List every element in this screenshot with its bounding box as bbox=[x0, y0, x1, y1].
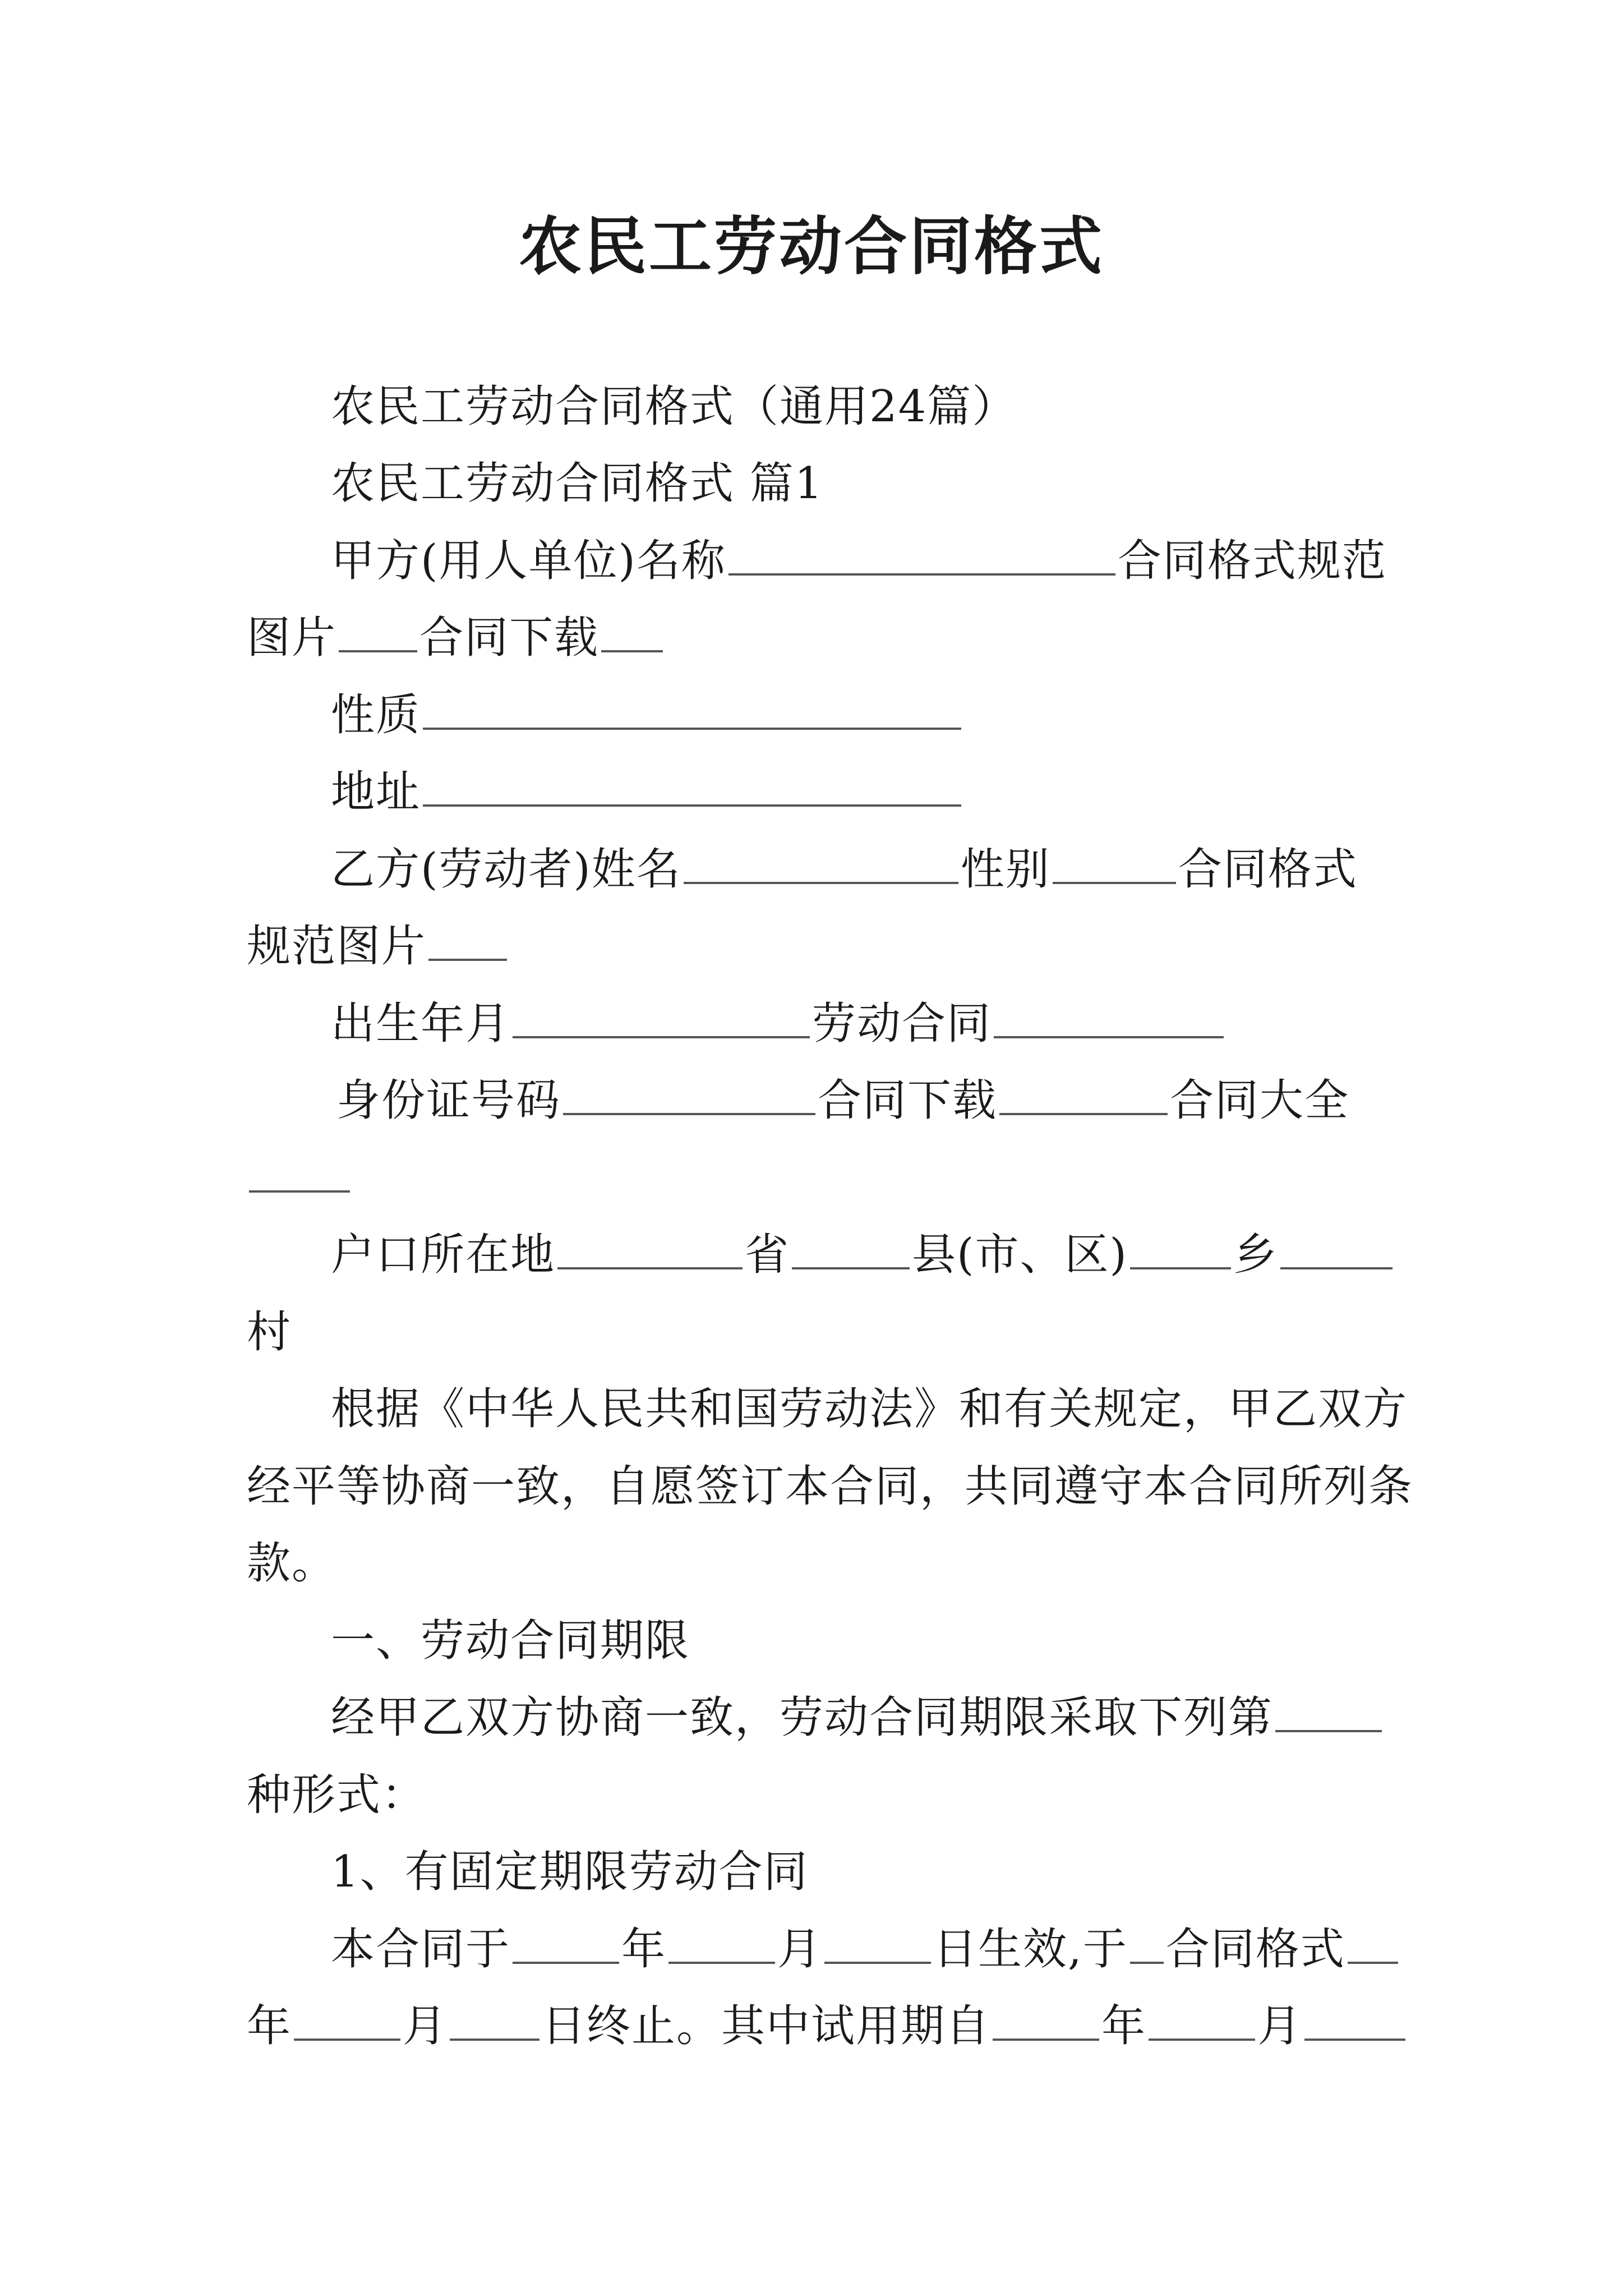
province-field[interactable] bbox=[557, 1228, 743, 1269]
blank-field[interactable] bbox=[999, 1074, 1168, 1115]
trial-month-label: 月 bbox=[1257, 2001, 1303, 2051]
hukou-line bbox=[331, 1227, 1395, 1283]
party-a-name-label: 甲方(用人单位)名称 bbox=[331, 536, 726, 586]
start-year-field[interactable] bbox=[513, 1922, 619, 1964]
address-label: 地址 bbox=[331, 767, 421, 817]
fixed-start-text: 本合同于 bbox=[331, 1924, 511, 1975]
fixed-term-line bbox=[331, 1921, 1400, 1977]
section-1-heading: 一、劳动合同期限 bbox=[331, 1616, 690, 1666]
blank-field[interactable] bbox=[1130, 1922, 1164, 1964]
party-a-name-field[interactable] bbox=[728, 534, 1115, 576]
party-a-address-line bbox=[331, 764, 963, 820]
trial-year-field[interactable] bbox=[993, 1999, 1099, 2041]
party-a-name-line bbox=[331, 533, 1387, 589]
province-label: 省 bbox=[745, 1230, 790, 1280]
id-field[interactable] bbox=[563, 1074, 815, 1115]
village-field[interactable] bbox=[1280, 1228, 1393, 1269]
party-a-cont-line bbox=[247, 610, 665, 666]
party-a-cont-text-2: 合同下载 bbox=[419, 613, 600, 663]
blank-field[interactable] bbox=[601, 611, 663, 652]
paragraph-line: 根据《中华人民共和国劳动法》和有关规定，甲乙双方 bbox=[331, 1384, 1408, 1434]
end-month-label: 月 bbox=[403, 2001, 448, 2051]
contract-label: 劳动合同 bbox=[812, 999, 992, 1049]
start-day-field[interactable] bbox=[824, 1922, 931, 1964]
party-b-name-field[interactable] bbox=[684, 843, 958, 884]
year-label: 年 bbox=[621, 1924, 667, 1975]
contract-field[interactable] bbox=[994, 997, 1224, 1038]
effective-text: 日生效,于 bbox=[933, 1924, 1128, 1975]
township-label: 乡 bbox=[1233, 1230, 1278, 1280]
id-line bbox=[336, 1073, 1349, 1129]
sex-field[interactable] bbox=[1053, 843, 1176, 884]
party-b-after-sex: 合同格式 bbox=[1178, 844, 1358, 895]
end-day-field[interactable] bbox=[450, 1999, 540, 2041]
county-field[interactable] bbox=[792, 1228, 910, 1269]
party-a-after-name: 合同格式规范 bbox=[1117, 536, 1387, 586]
term-text: 经甲乙双方协商一致，劳动合同期限采取下列第 bbox=[331, 1692, 1274, 1743]
end-day-text: 日终止。其中试用期自 bbox=[542, 2001, 991, 2051]
blank-field[interactable] bbox=[428, 919, 507, 961]
item-1-heading: 1、有固定期限劳动合同 bbox=[331, 1847, 809, 1897]
nature-label: 性质 bbox=[331, 690, 421, 740]
id-cont-line bbox=[247, 1150, 352, 1206]
paragraph-line: 经平等协商一致，自愿签订本合同，共同遵守本合同所列条 bbox=[247, 1461, 1414, 1512]
end-month-field[interactable] bbox=[294, 1999, 400, 2041]
month-label: 月 bbox=[777, 1924, 823, 1975]
party-b-cont-line bbox=[247, 918, 509, 974]
trial-day-field[interactable] bbox=[1304, 1999, 1405, 2041]
party-b-cont-text: 规范图片 bbox=[247, 921, 427, 972]
contract-download-text: 合同下载 bbox=[818, 1075, 998, 1126]
contract-format-text: 合同格式 bbox=[1165, 1924, 1345, 1975]
address-field[interactable] bbox=[423, 765, 961, 807]
section-heading: 农民工劳动合同格式 篇1 bbox=[331, 458, 824, 509]
birth-field[interactable] bbox=[513, 997, 810, 1038]
village-line: 村 bbox=[247, 1307, 292, 1358]
term-line-2: 种形式： bbox=[247, 1770, 427, 1820]
contract-all-text: 合同大全 bbox=[1170, 1075, 1350, 1126]
end-year-label: 年 bbox=[247, 2001, 292, 2051]
blank-field[interactable] bbox=[339, 611, 417, 652]
fixed-term-line-2 bbox=[247, 1998, 1408, 2054]
hukou-label: 户口所在地 bbox=[331, 1230, 556, 1280]
paragraph-line: 款。 bbox=[247, 1538, 337, 1589]
birth-line bbox=[331, 996, 1226, 1052]
document-title: 农民工劳动合同格式 bbox=[519, 210, 1104, 283]
subtitle-line: 农民工劳动合同格式（通用24篇） bbox=[331, 381, 1017, 432]
township-field[interactable] bbox=[1130, 1228, 1231, 1269]
term-line bbox=[331, 1690, 1384, 1746]
party-a-nature-line bbox=[331, 687, 963, 743]
nature-field[interactable] bbox=[423, 688, 961, 730]
county-label: 县(市、区) bbox=[912, 1230, 1128, 1280]
blank-field[interactable] bbox=[249, 1151, 350, 1193]
blank-field[interactable] bbox=[1348, 1922, 1398, 1964]
id-label: 身份证号码 bbox=[336, 1075, 561, 1126]
start-month-field[interactable] bbox=[668, 1922, 775, 1964]
term-choice-field[interactable] bbox=[1275, 1691, 1382, 1732]
party-a-cont-text: 图片 bbox=[247, 613, 337, 663]
party-b-name-label: 乙方(劳动者)姓名 bbox=[331, 844, 681, 895]
trial-month-field[interactable] bbox=[1149, 1999, 1255, 2041]
party-b-name-line bbox=[331, 841, 1358, 898]
birth-label: 出生年月 bbox=[331, 999, 511, 1049]
trial-year-label: 年 bbox=[1101, 2001, 1147, 2051]
sex-label: 性别 bbox=[960, 844, 1050, 895]
